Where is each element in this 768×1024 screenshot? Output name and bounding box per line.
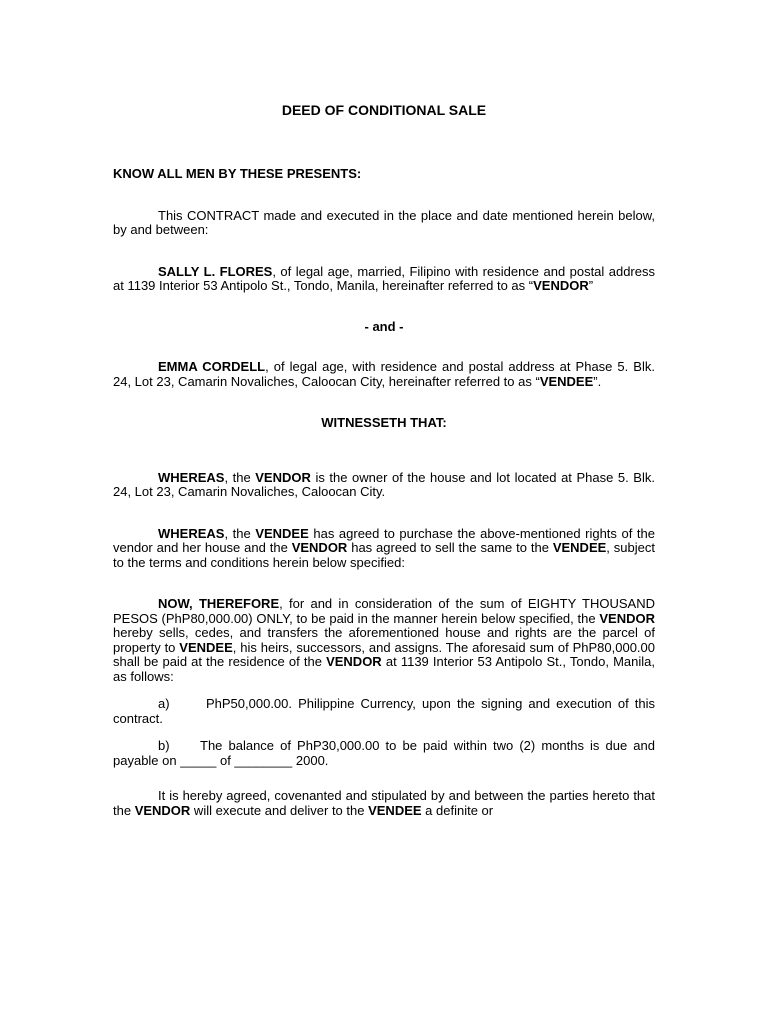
witnesseth-heading: WITNESSETH THAT: <box>321 415 447 430</box>
and-separator: - and - <box>364 318 404 334</box>
document-title: DEED OF CONDITIONAL SALE <box>281 102 487 118</box>
final-paragraph: It is hereby agreed, covenanted and stipulated by and between the parties hereto that the VENDOR will execute and deliver to the VENDEE a definite or <box>113 788 655 818</box>
vendee-role: VENDEE <box>539 373 594 389</box>
now-therefore-paragraph: NOW, THEREFORE, for and in consideration of the sum of EIGHTY THOUSAND PESOS (PhP80,000.00) ONLY, to be paid in the manner herein below specified, the VENDOR hereby sells, cedes, and transfers the aforementioned house and rights are the parcel of property to VENDEE, his heirs, successors, and assigns. The aforesaid sum of PhP80,000.00 shall be paid at the residence of the VENDOR at 1139 Interior 53 Antipolo St., Tondo, Manila, as follows: <box>113 596 655 684</box>
vendor-name: SALLY L. FLORES <box>158 263 273 279</box>
document-body <box>113 102 655 818</box>
whereas-paragraph-2: WHEREAS, the VENDEE has agreed to purchase the above-mentioned rights of the vendor and her house and the VENDOR has agreed to sell the same to the VENDEE, subject to the terms and conditions herein below specified: <box>113 525 655 570</box>
vendee-paragraph: EMMA CORDELL, of legal age, with residence and postal address at Phase 5. Blk. 24, Lot 23, Camarin Novaliches, Caloocan City, hereinafter referred to as “VENDEE”. <box>113 359 655 389</box>
vendor-paragraph: SALLY L. FLORES, of legal age, married, Filipino with residence and postal address at 1139 Interior 53 Antipolo St., Tondo, Manila, hereinafter referred to as “VENDOR” <box>113 263 655 293</box>
vendor-role: VENDOR <box>533 278 589 293</box>
whereas-paragraph-1: WHEREAS, the VENDOR is the owner of the house and lot located at Phase 5. Blk. 24, Lot 23, Camarin Novaliches, Caloocan City. <box>113 469 655 499</box>
intro-paragraph: This CONTRACT made and executed in the place and date mentioned herein below, by and between: <box>113 207 655 237</box>
payment-item-a: a) PhP50,000.00. Philippine Currency, upon the signing and execution of this contract. <box>113 696 655 726</box>
payment-item-b: b) The balance of PhP30,000.00 to be paid within two (2) months is due and payable on _____ of ________ 2000. <box>113 738 655 768</box>
opening-heading: KNOW ALL MEN BY THESE PRESENTS: <box>113 166 362 181</box>
vendee-name: EMMA CORDELL <box>158 359 266 374</box>
